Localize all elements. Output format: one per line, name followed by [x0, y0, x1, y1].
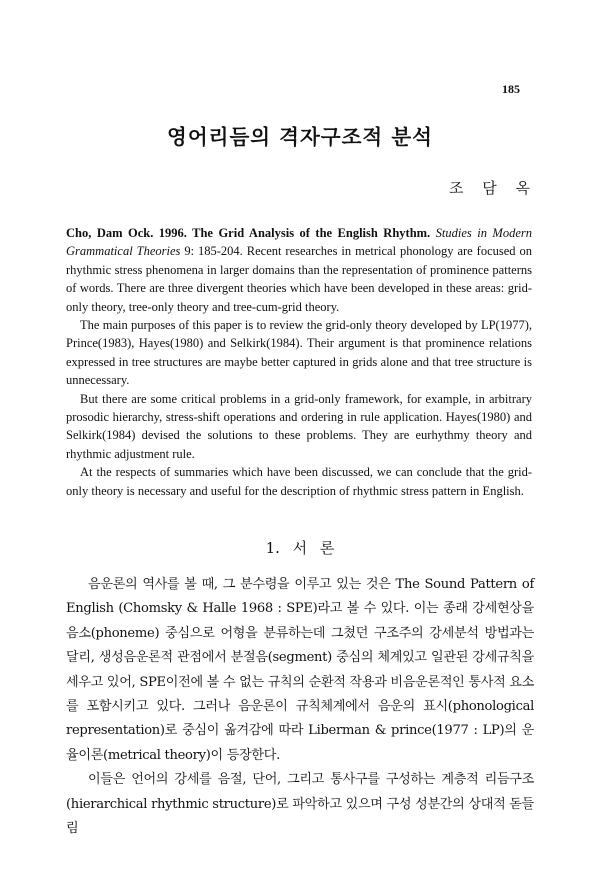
- section-heading: 1. 서 론: [265, 539, 335, 557]
- body-paragraph: 이들은 언어의 강세를 음절, 단어, 그리고 통사구를 구성하는 계층적 리듬구조(hierarchical rhythmic structure)로 파악하고 있으며 구성 성분간의 상대적 돋들림: [66, 772, 534, 837]
- abstract-text: 9: 185-204. Recent researches in metrical phonology are focused on rhythmic stress phenomena in larger domains than the representation of prominence patterns of words. There are three divergent theories which have been developed in these areas: grid-only theory, tree-only theory and tree-cum-grid theory.: [66, 244, 532, 314]
- abstract-paragraph: At the respects of summaries which have been discussed, we can conclude that the grid-only theory is necessary and useful for the description of rhythmic stress pattern in English.: [66, 465, 532, 498]
- abstract-paragraph: The main purposes of this paper is to review the grid-only theory developed by LP(1977), Prince(1983), Hayes(1980) and Selkirk(1984). Their argument is that prominence relations expressed in tree structures are maybe better captured in grids alone and that tree structure is unnecessary.: [66, 318, 532, 388]
- abstract: [66, 224, 532, 500]
- citation: Cho, Dam Ock. 1996. The Grid Analysis of the English Rhythm.: [66, 226, 431, 240]
- author-name: 조 담 옥: [448, 179, 530, 197]
- abstract-paragraph: But there are some critical problems in a grid-only framework, for example, in arbitrary prosodic hierarchy, stress-shift operations and ordering in rule application. Hayes(1980) and Selkirk(1984) devised the solutions to these problems. They are eurhythmy theory and rhythmic adjustment rule.: [66, 391, 532, 461]
- paper-title: 영어리듬의 격자구조적 분석: [167, 125, 433, 149]
- body-text: [66, 573, 534, 841]
- body-paragraph: 음운론의 역사를 볼 때, 그 분수령을 이루고 있는 것은 The Sound Pattern of English (Chomsky & Halle 1968 : SPE)라고 볼 수 있다. 이는 종래 강세현상을 음소(phoneme) 중심으로 어형을 분류하는데 그쳤던 구조주의 강세분석 방법과는 달리, 생성음운론적 관점에서 분절음(segment) 중심의 체계있고 일관된 강세규칙을 세우고 있어, SPE이전에 볼 수 없는 규칙의 순환적 작용과 비음운론적인 통사적 요소를 포함시키고 있다. 그러나 음운론이 규칙체계에서 음운의 표시(phonological representation)로 중심이 옮겨감에 따라 Liberman & prince(1977 : LP)의 운율이론(metrical theory)이 등장한다.: [66, 577, 534, 763]
- page-number: 185: [502, 82, 520, 96]
- abstract-paragraph: [66, 224, 532, 316]
- journal-name: Studies in Modern Grammatical Theories: [66, 226, 532, 259]
